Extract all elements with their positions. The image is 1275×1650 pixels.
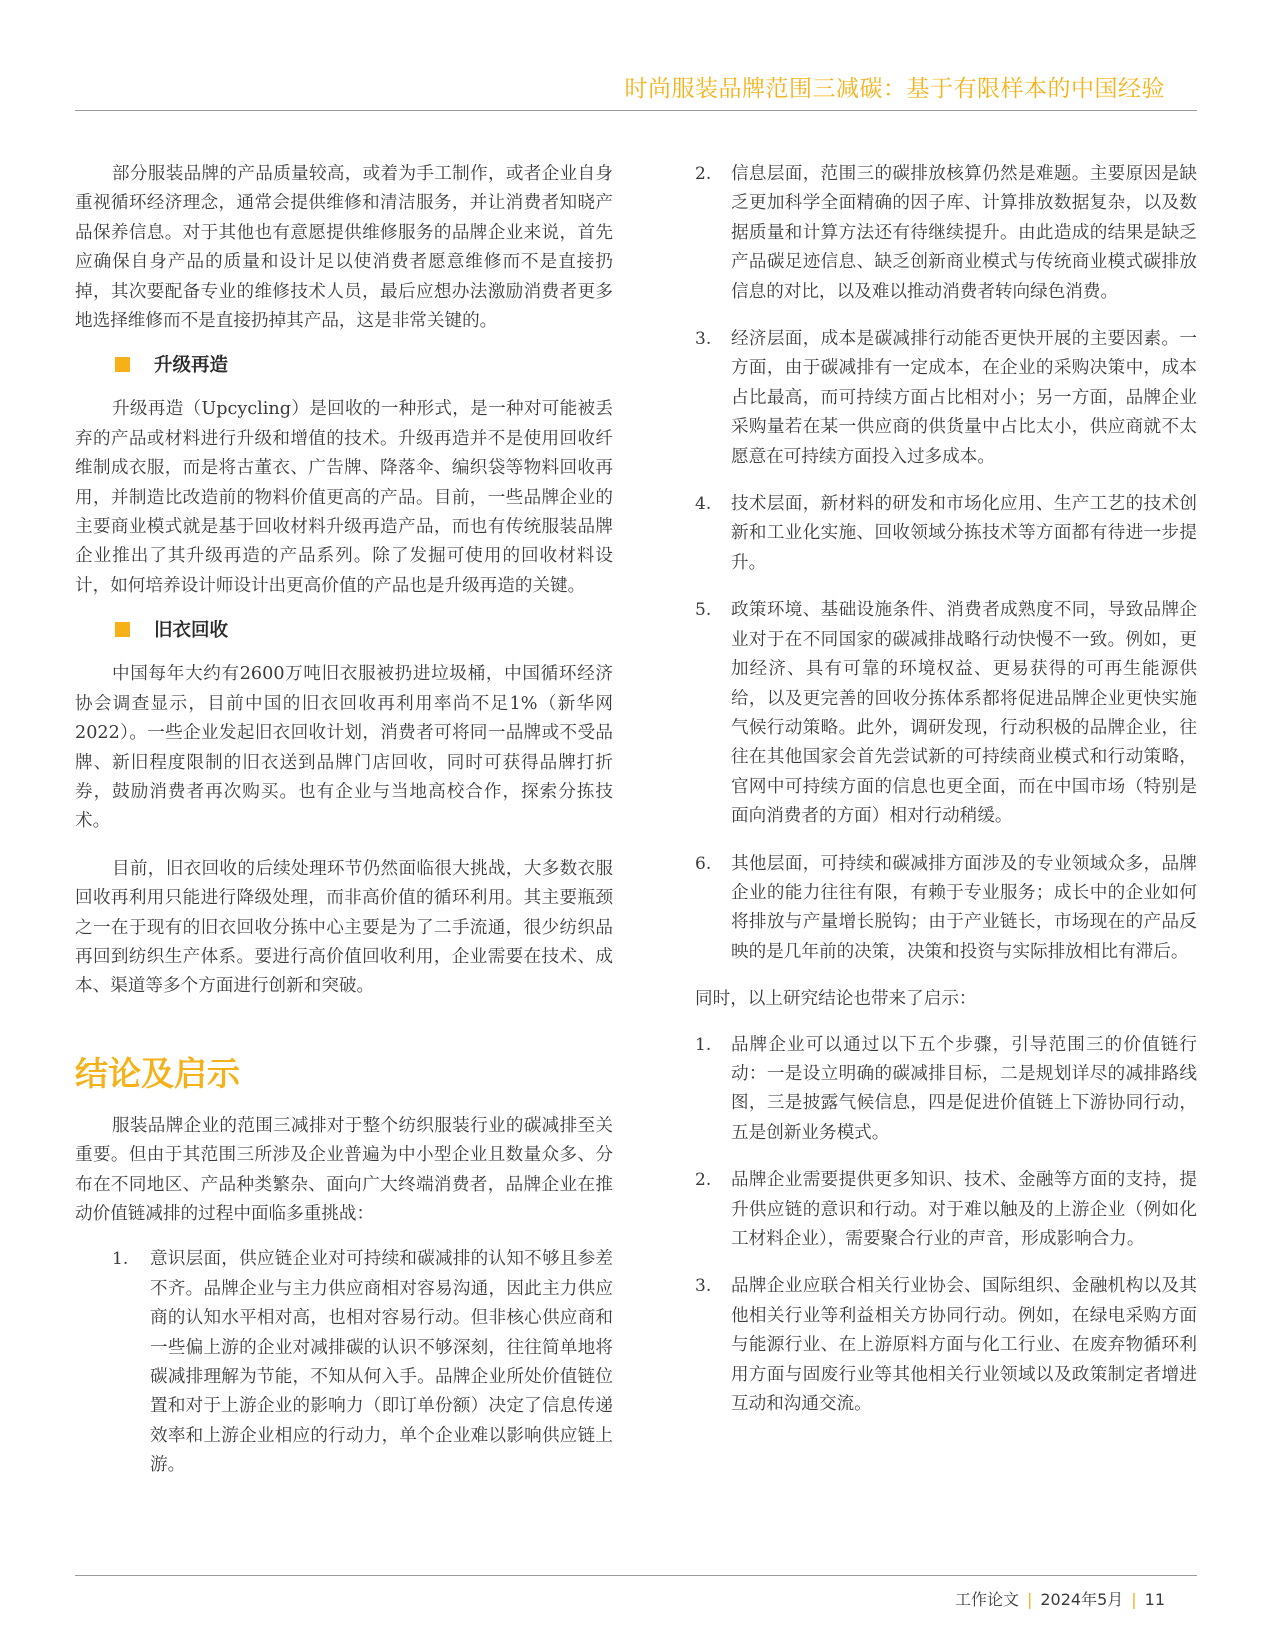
list-number: 5. [695, 600, 712, 621]
list-item [112, 1245, 613, 1480]
list-number: 1. [695, 1034, 712, 1055]
right-column [695, 160, 1197, 1419]
footer-rule [75, 1575, 1197, 1576]
paragraph-recycling-1: 中国每年大约有2600万吨旧衣服被扔进垃圾桶，中国循环经济协会调查显示，目前中国的旧衣回收再利用率尚不足1%（新华网 2022）。一些企业发起旧衣回收计划，消费者可将同一品牌或不受品牌、新旧程度限制的旧衣送到品牌门店回收，同时可获得品牌打折券，鼓励消费者再次购买。也有企业与当地高校合作，探索分拣技术。 [75, 664, 613, 832]
list-number: 6. [695, 853, 712, 874]
challenges-list-continued [695, 160, 1197, 967]
list-number: 2. [695, 1170, 712, 1191]
footer-date: 2024年5月 [1040, 1590, 1124, 1609]
paragraph-conclusion: 服装品牌企业的范围三减排对于整个纺织服装行业的碳减排至关重要。但由于其范围三所涉及企业普遍为中小型企业且数量众多、分布在不同地区、产品种类繁杂、面向广大终端消费者，品牌企业在推动价值链减排的过程中面临多重挑战： [75, 1115, 613, 1224]
square-bullet-icon [115, 622, 130, 637]
square-bullet-icon [115, 357, 130, 372]
subheading-recycling [115, 614, 613, 644]
subheading-upcycling [115, 349, 613, 379]
section-title-conclusion: 结论及启示 [75, 1053, 240, 1093]
list-text: 品牌企业可以通过以下五个步骤，引导范围三的价值链行动：一是设立明确的碳减排目标，二是规划详尽的减排路线图，三是披露气候信息，四是促进价值链上下游协同行动，五是创新业务模式。 [731, 1034, 1197, 1143]
list-text: 经济层面，成本是碳减排行动能否更快开展的主要因素。一方面，由于碳减排有一定成本，在企业的采购决策中，成本占比最高，而可持续方面占比相对小；另一方面，品牌企业采购量若在某一供应商的供货量中占比太小，供应商就不太愿意在可持续方面投入过多成本。 [731, 329, 1197, 467]
paragraph-repair: 部分服装品牌的产品质量较高，或着为手工制作，或者企业自身重视循环经济理念，通常会提供维修和清洁服务，并让消费者知晓产品保养信息。对于其他也有意愿提供维修服务的品牌企业来说，首先应确保自身产品的质量和设计足以使消费者愿意维修而不是直接扔掉，其次要配备专业的维修技术人员，最后应想办法激励消费者更多地选择维修而不是直接扔掉其产品，这是非常关键的。 [75, 164, 613, 332]
list-number: 3. [695, 329, 712, 350]
list-number: 2. [695, 164, 712, 184]
list-item [695, 1166, 1197, 1254]
list-item [695, 596, 1197, 831]
running-header-title: 时尚服装品牌范围三减碳：基于有限样本的中国经验 [624, 76, 1165, 102]
list-item [695, 160, 1197, 307]
list-text: 意识层面，供应链企业对可持续和碳减排的认知不够且参差不齐。品牌企业与主力供应商相对容易沟通，因此主力供应商的认知水平相对高，也相对容易行动。但非核心供应商和一些偏上游的企业对减排碳的认识不够深刻，往往简单地将碳减排理解为节能，不知从何入手。品牌企业所处价值链位置和对于上游企业的影响力（即订单份额）决定了信息传递效率和上游企业相应的行动力，单个企业难以影响供应链上游。 [150, 1249, 613, 1476]
list-number: 3. [695, 1276, 712, 1297]
challenges-list [112, 1245, 613, 1480]
footer-separator: | [1026, 1590, 1033, 1609]
list-item [695, 1272, 1197, 1419]
header-rule [75, 110, 1197, 111]
list-item [695, 1031, 1197, 1149]
list-text: 技术层面，新材料的研发和市场化应用、生产工艺的技术创新和工业化实施、回收领域分拣技术等方面都有待进一步提升。 [731, 494, 1197, 573]
page-footer [955, 1587, 1165, 1610]
footer-separator: | [1131, 1590, 1137, 1609]
list-text: 其他层面，可持续和碳减排方面涉及的专业领域众多，品牌企业的能力往往有限，有赖于专业服务；成长中的企业如何将排放与产量增长脱钩；由于产业链长，市场现在的产品反映的是几年前的决策，决策和投资与实际排放相比有滞后。 [731, 853, 1197, 962]
footer-doc-type: 工作论文 [954, 1590, 1019, 1609]
insights-intro: 同时，以上研究结论也带来了启示： [695, 989, 977, 1010]
page-number: 11 [1144, 1590, 1165, 1609]
subheading-upcycling-label: 升级再造 [154, 355, 229, 377]
paragraph-upcycling: 升级再造（Upcycling）是回收的一种形式，是一种对可能被丢弃的产品或材料进行升级和增值的技术。升级再造并不是使用回收纤维制成衣服，而是将古董衣、广告牌、降落伞、编织袋等物料回收再用，并制造比改造前的物料价值更高的产品。目前，一些品牌企业的主要商业模式就是基于回收材料升级再造产品，而也有传统服装品牌企业推出了其升级再造的产品系列。除了发掘可使用的回收材料设计，如何培养设计师设计出更高价值的产品也是升级再造的关键。 [75, 399, 613, 596]
list-text: 信息层面，范围三的碳排放核算仍然是难题。主要原因是缺乏更加科学全面精确的因子库、计算排放数据复杂，以及数据质量和计算方法还有待继续提升。由此造成的结果是缺乏产品碳足迹信息、缺乏创新商业模式与传统商业模式碳排放信息的对比，以及难以推动消费者转向绿色消费。 [731, 164, 1197, 302]
left-column [75, 160, 613, 1481]
list-item [695, 490, 1197, 578]
list-text: 品牌企业需要提供更多知识、技术、金融等方面的支持，提升供应链的意识和行动。对于难以触及的上游企业（例如化工材料企业），需要聚合行业的声音，形成影响合力。 [731, 1170, 1197, 1249]
list-item [695, 850, 1197, 968]
list-number: 1. [112, 1249, 129, 1270]
list-text: 品牌企业应联合相关行业协会、国际组织、金融机构以及其他相关行业等利益相关方协同行动。例如，在绿电采购方面与能源行业、在上游原料方面与化工行业、在废弃物循环利用方面与固废行业等其他相关行业领域以及政策制定者增进互动和沟通交流。 [731, 1276, 1197, 1415]
insights-list [695, 1031, 1197, 1420]
subheading-recycling-label: 旧衣回收 [154, 620, 229, 642]
paragraph-recycling-2: 目前，旧衣回收的后续处理环节仍然面临很大挑战，大多数衣服回收再利用只能进行降级处理，而非高价值的循环利用。其主要瓶颈之一在于现有的旧衣回收分拣中心主要是为了二手流通，很少纺织品再回到纺织生产体系。要进行高价值回收利用，企业需要在技术、成本、渠道等多个方面进行创新和突破。 [75, 858, 613, 997]
list-item [695, 325, 1197, 472]
list-number: 4. [695, 494, 712, 515]
list-text: 政策环境、基础设施条件、消费者成熟度不同，导致品牌企业对于在不同国家的碳减排战略行动快慢不一致。例如，更加经济、具有可靠的环境权益、更易获得的可再生能源供给，以及更完善的回收分拣体系都将促进品牌企业更快实施气候行动策略。此外，调研发现，行动积极的品牌企业，往往在其他国家会首先尝试新的可持续商业模式和行动策略，官网中可持续方面的信息也更全面，而在中国市场（特别是面向消费者的方面）相对行动稍缓。 [731, 600, 1197, 827]
